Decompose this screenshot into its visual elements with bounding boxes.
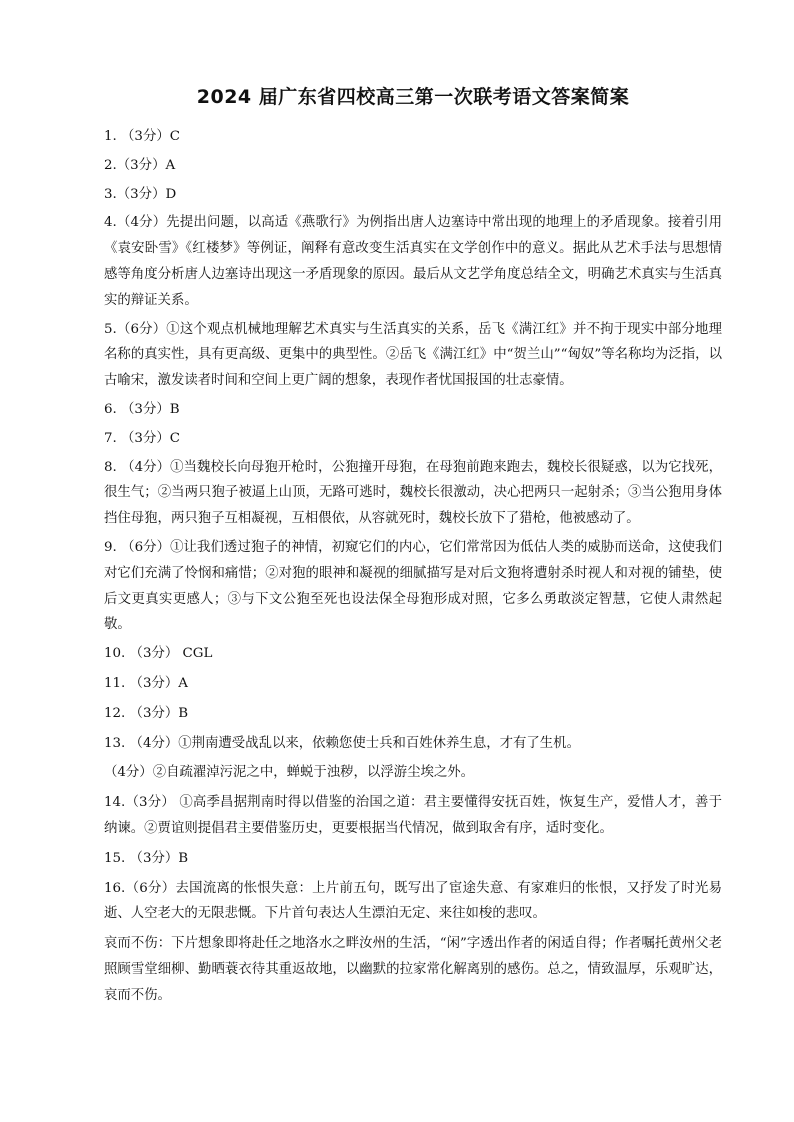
answer-item-8: 8. （4分）①当魏校长向母狍开枪时，公狍撞开母狍，在母狍前跑来跑去，魏校长很疑惑，以为它找死，很生气；②当两只狍子被逼上山顶，无路可逃时，魏校长很激动，决心把两只一起射杀；③当公狍用身体挡住母狍，两只狍子互相凝视，互相偎依，从容就死时，魏校长放下了猎枪，他被感动了。 <box>104 459 722 527</box>
answer-item-15: 15. （3分）B <box>104 850 189 866</box>
answer-item-7: 7. （3分）C <box>104 430 180 446</box>
answer-item-2: 2.（3分）A <box>104 157 176 173</box>
answer-item-9: 9. （6分）①让我们透过狍子的神情，初窥它们的内心，它们常常因为低估人类的威胁而送命，这使我们对它们充满了怜悯和痛惜；②对狍的眼神和凝视的细腻描写是对后文狍将遭射杀时视人和对视的铺垫，使后文更真实更感人；③与下文公狍至死也设法保全母狍形成对照，它多么勇敢淡定智慧，它使人肃然起敬。 <box>104 539 722 633</box>
answer-item-1: 1. （3分）C <box>104 129 180 144</box>
answer-item-4: 4.（4分）先提出问题，以高适《燕歌行》为例指出唐人边塞诗中常出现的地理上的矛盾现象。接着引用《袁安卧雪》《红楼梦》等例证，阐释有意改变生活真实在文学创作中的意义。据此从艺术手法与思想情感等角度分析唐人边塞诗出现这一矛盾现象的原因。最后从文艺学角度总结全文，明确艺术真实与生活真实的辩证关系。 <box>104 215 722 308</box>
answer-item-16-part-2: 哀而不伤：下片想象即将赴任之地洛水之畔汝州的生活，“闲”字透出作者的闲适自得；作者嘱托黄州父老照顾雪堂细柳、勤晒蓑衣待其重返故地，以幽默的拉家常化解离别的感伤。总之，情致温厚，乐观旷达，哀而不伤。 <box>104 936 722 1003</box>
answer-item-6: 6. （3分）B <box>104 401 180 417</box>
answer-item-13-part-2: （4分）②自疏濯淖污泥之中，蝉蜕于浊秽，以浮游尘埃之外。 <box>104 765 475 781</box>
answer-item-13-part-1: 13. （4分）①荆南遭受战乱以来，依赖您使士兵和百姓休养生息，才有了生机。 <box>104 735 580 751</box>
answer-item-16-part-1: 16.（6分）去国流离的怅恨失意：上片前五句，既写出了宦途失意、有家难归的怅恨，又抒发了时光易逝、人空老大的无限悲慨。下片首句表达人生漂泊无定、来往如梭的悲叹。 <box>104 880 722 922</box>
answer-item-3: 3.（3分）D <box>104 186 177 202</box>
answer-item-11: 11. （3分）A <box>104 675 188 691</box>
answer-item-5: 5.（6分）①这个观点机械地理解艺术真实与生活真实的关系，岳飞《满江红》并不拘于现实中部分地理名称的真实性，具有更高级、更集中的典型性。②岳飞《满江红》中“贺兰山”“匈奴”等名称均为泛指，以古喻宋，激发读者时间和空间上更广阔的想象，表现作者忧国报国的壮志豪情。 <box>104 321 722 389</box>
document-title: 2024 届广东省四校高三第一次联考语文答案简案 <box>196 86 630 108</box>
answer-item-12: 12. （3分）B <box>104 705 189 721</box>
answer-item-10: 10. （3分） CGL <box>104 646 213 662</box>
answer-list <box>104 124 722 1009</box>
answer-item-14: 14.（3分） ①高季昌据荆南时得以借鉴的治国之道：君主要懂得安抚百姓，恢复生产，爱惜人才，善于纳谏。②贾谊则提倡君主要借鉴历史，更要根据当代情况，做到取舍有序，适时变化。 <box>104 795 722 836</box>
